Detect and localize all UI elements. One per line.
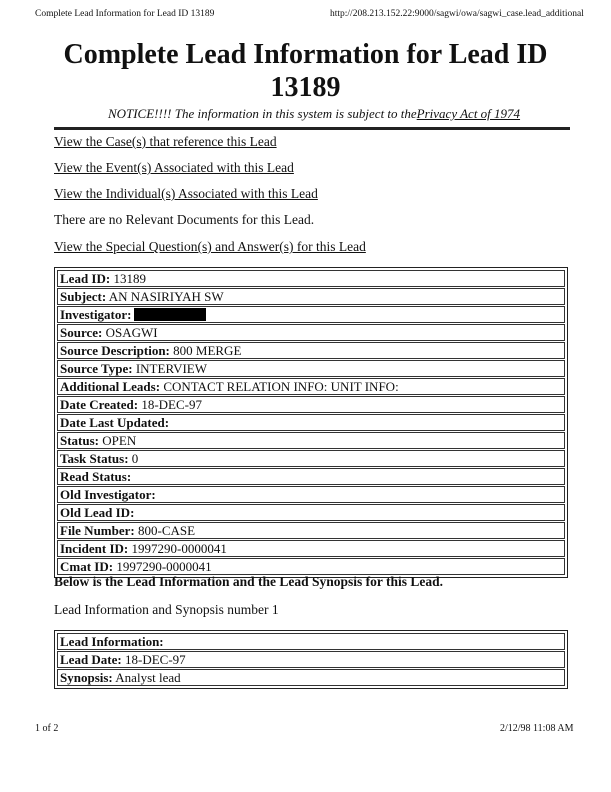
privacy-act-link[interactable]: Privacy Act of 1974: [416, 106, 521, 121]
page-number: 1 of 2: [35, 723, 59, 734]
view-individuals-link[interactable]: View the Individual(s) Associated with this Lead: [54, 186, 318, 201]
view-special-questions-link[interactable]: View the Special Question(s) and Answer(s) for this Lead: [54, 239, 366, 254]
view-cases-link[interactable]: View the Case(s) that reference this Lead: [54, 134, 277, 149]
table-row: Source Type: INTERVIEW: [57, 360, 565, 377]
table-row: Incident ID: 1997290-0000041: [57, 540, 565, 557]
no-documents-text: There are no Relevant Documents for this Lead.: [54, 212, 315, 227]
table-row: Read Status:: [57, 468, 565, 485]
table-row: File Number: 800-CASE: [57, 522, 565, 539]
table-row: Subject: AN NASIRIYAH SW: [57, 288, 565, 305]
view-events-link[interactable]: View the Event(s) Associated with this Lead: [54, 160, 294, 175]
table-row: Synopsis: Analyst lead: [57, 669, 565, 686]
page-title: Complete Lead Information for Lead ID 13189: [63, 39, 548, 103]
table-row: Status: OPEN: [57, 432, 565, 449]
synopsis-number: Lead Information and Synopsis number 1: [54, 602, 279, 617]
table-row: Investigator:: [57, 306, 565, 323]
divider: [54, 127, 570, 130]
print-header-title: Complete Lead Information for Lead ID 13189: [35, 9, 215, 19]
table-row: Date Last Updated:: [57, 414, 565, 431]
table-row: Source Description: 800 MERGE: [57, 342, 565, 359]
table-row: Task Status: 0: [57, 450, 565, 467]
table-row: Additional Leads: CONTACT RELATION INFO: UNIT INFO:: [57, 378, 565, 395]
table-row: Lead ID: 13189: [57, 270, 565, 287]
table-row: Lead Information:: [57, 633, 565, 650]
table-row: Date Created: 18-DEC-97: [57, 396, 565, 413]
synopsis-table: [54, 630, 568, 689]
table-row: Cmat ID: 1997290-0000041: [57, 558, 565, 575]
lead-info-table: [54, 267, 568, 578]
table-row: Lead Date: 18-DEC-97: [57, 651, 565, 668]
privacy-notice: [54, 106, 574, 122]
print-timestamp: 2/12/98 11:08 AM: [500, 723, 574, 734]
table-row: Old Investigator:: [57, 486, 565, 503]
redaction-box: [134, 308, 206, 321]
table-row: Source: OSAGWI: [57, 324, 565, 341]
table-row: Old Lead ID:: [57, 504, 565, 521]
print-header-url: http://208.213.152.22:9000/sagwi/owa/sagwi_case.lead_additional: [330, 9, 584, 19]
synopsis-heading: Below is the Lead Information and the Lead Synopsis for this Lead.: [54, 574, 444, 589]
notice-text: NOTICE!!!! The information in this system is subject to the: [107, 106, 417, 121]
